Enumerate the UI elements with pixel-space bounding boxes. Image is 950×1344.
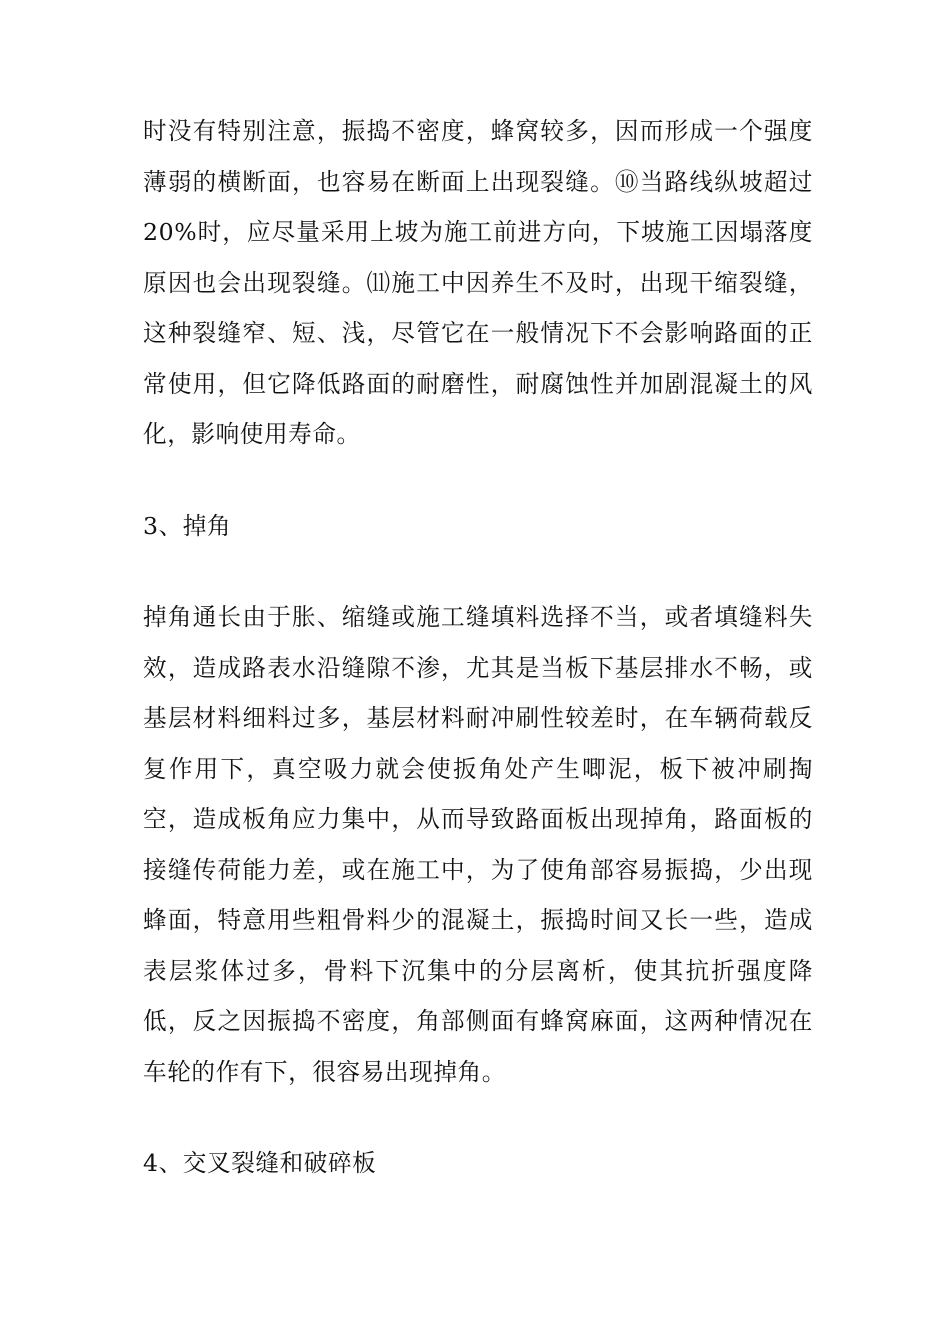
section-heading-corner-break: 3、掉角 <box>143 511 232 540</box>
body-paragraph-corner-break: 掉角通长由于胀、缩缝或施工缝填料选择不当，或者填缝料失效，造成路表水沿缝隙不渗，尤其是当板下基层排水不畅，或基层材料细料过多，基层材料耐冲刷性较差时，在车辆荷载反复作用下，真空吸力就会使扳角处产生唧泥，板下被冲刷掏空，造成板角应力集中，从而导致路面板出现掉角，路面板的接缝传荷能力差，或在施工中，为了使角部容易振捣，少出现蜂面，特意用些粗骨料少的混凝土，振捣时间又长一些，造成表层浆体过多，骨料下沉集中的分层离析，使其抗折强度降低，反之因振捣不密度，角部侧面有蜂窝麻面，这两种情况在车轮的作有下，很容易出现掉角。 <box>143 603 813 1086</box>
section-heading-cross-cracks: 4、交叉裂缝和破碎板 <box>143 1149 377 1177</box>
body-paragraph-cracks-causes: 时没有特别注意，振捣不密度，蜂窝较多，因而形成一个强度薄弱的横断面，也容易在断面上出现裂缝。⑩当路线纵坡超过 20%时，应尽量采用上坡为施工前进方向，下坡施工因塌落度原因也会出现裂缝。⑾施工中因养生不及时，出现干缩裂缝，这种裂缝窄、短、浅，尽管它在一般情况下不会影响路面的正常使用，但它降低路面的耐磨性，耐腐蚀性并加剧混凝土的风化，影响使用寿命。 <box>143 117 813 448</box>
